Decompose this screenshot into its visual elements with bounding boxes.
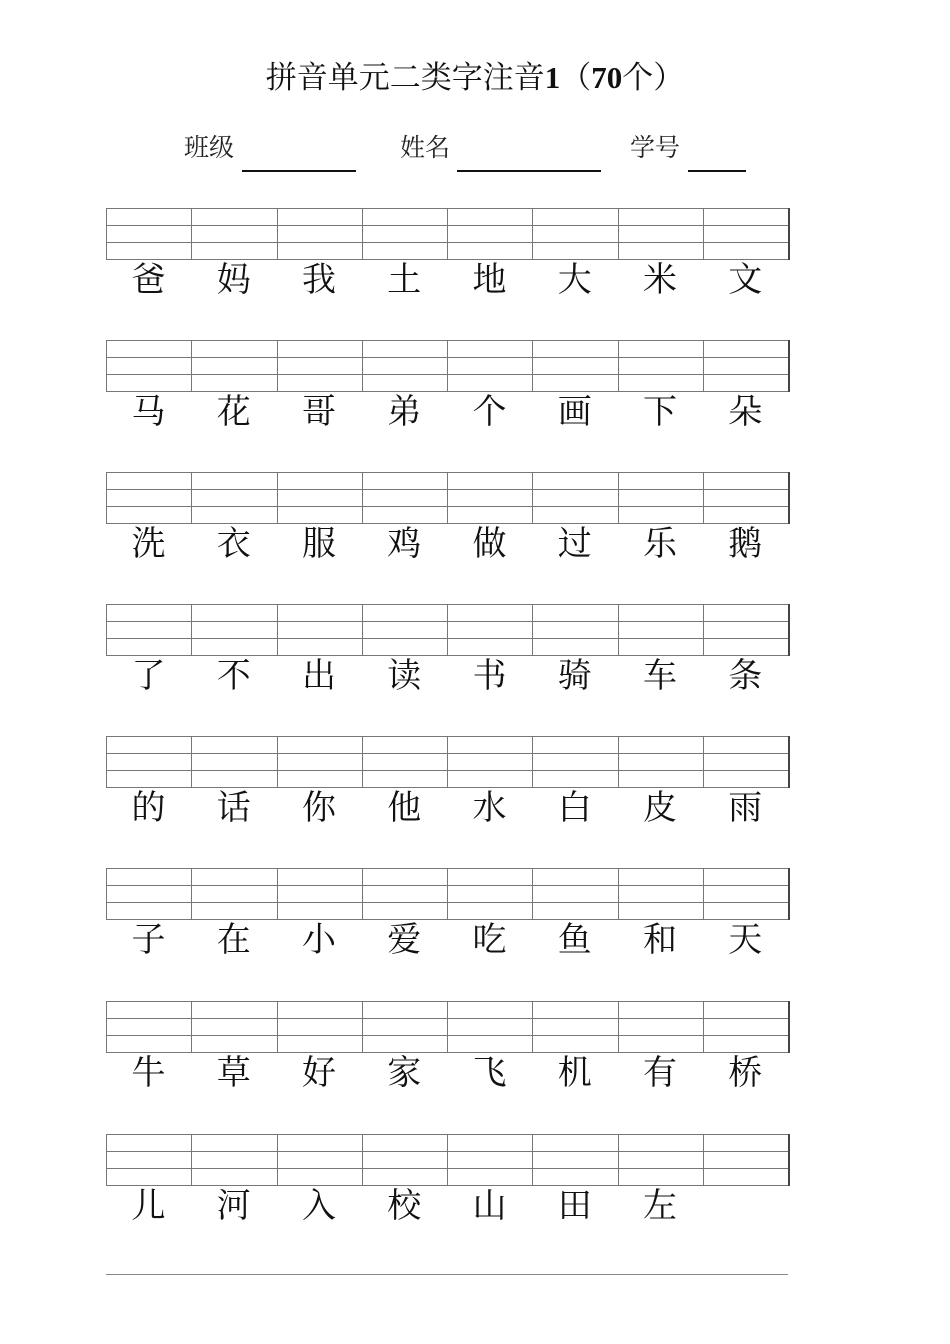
grid-divider [362, 868, 363, 920]
character-row [106, 258, 790, 302]
grid-divider [618, 736, 619, 788]
grid-line [106, 506, 790, 507]
grid-divider [447, 604, 448, 656]
hanzi-character: 读 [387, 656, 422, 696]
grid-line [106, 489, 790, 490]
character-row [106, 1051, 790, 1095]
grid-divider [106, 604, 107, 656]
grid-divider [191, 1134, 192, 1186]
hanzi-character: 乐 [643, 524, 677, 564]
grid-divider [106, 868, 107, 920]
grid-divider [532, 1134, 533, 1186]
grid-divider [703, 208, 704, 260]
hanzi-character: 哥 [302, 392, 336, 432]
pinyin-writing-grid[interactable] [106, 1001, 790, 1053]
grid-divider [532, 868, 533, 920]
grid-divider [191, 868, 192, 920]
hanzi-character: 朵 [728, 392, 763, 432]
grid-divider [788, 868, 790, 920]
grid-divider [362, 1134, 363, 1186]
hanzi-character: 话 [216, 788, 251, 828]
grid-divider [532, 340, 533, 392]
grid-divider [788, 472, 790, 524]
grid-divider [277, 208, 278, 260]
grid-divider [618, 208, 619, 260]
grid-line [106, 753, 790, 754]
hanzi-character: 车 [643, 656, 677, 696]
practice-row [106, 604, 790, 734]
hanzi-character: 桥 [728, 1053, 763, 1093]
grid-divider [703, 472, 704, 524]
grid-line [106, 357, 790, 358]
hanzi-character: 了 [131, 656, 166, 696]
grid-divider [362, 736, 363, 788]
hanzi-character: 河 [216, 1186, 251, 1226]
grid-divider [788, 1001, 790, 1053]
pinyin-writing-grid[interactable] [106, 868, 790, 920]
grid-line [106, 638, 790, 639]
hanzi-character: 在 [216, 920, 251, 960]
grid-divider [191, 340, 192, 392]
hanzi-character: 入 [302, 1186, 336, 1226]
name-field[interactable] [457, 170, 601, 172]
name-label: 姓名 [400, 133, 451, 162]
grid-divider [106, 1001, 107, 1053]
class-label: 班级 [184, 133, 235, 162]
grid-line [106, 736, 790, 737]
hanzi-character: 米 [643, 260, 677, 300]
hanzi-character: 皮 [643, 788, 677, 828]
grid-divider [532, 1001, 533, 1053]
character-row [106, 918, 790, 962]
hanzi-character: 过 [557, 524, 592, 564]
grid-divider [788, 736, 790, 788]
grid-divider [106, 736, 107, 788]
grid-divider [277, 340, 278, 392]
grid-line [106, 242, 790, 243]
hanzi-character: 好 [302, 1053, 336, 1093]
hanzi-character: 服 [302, 524, 336, 564]
grid-line [106, 1151, 790, 1152]
pinyin-writing-grid[interactable] [106, 604, 790, 656]
grid-line [106, 604, 790, 605]
character-row [106, 390, 790, 434]
grid-line [106, 1035, 790, 1036]
hanzi-character: 大 [557, 260, 592, 300]
grid-line [106, 885, 790, 886]
grid-divider [106, 208, 107, 260]
page-title [0, 56, 950, 100]
grid-divider [703, 340, 704, 392]
grid-divider [362, 208, 363, 260]
hanzi-character: 书 [472, 656, 507, 696]
grid-line [106, 374, 790, 375]
grid-divider [106, 340, 107, 392]
hanzi-character: 条 [728, 656, 763, 696]
student-number-label: 学号 [630, 133, 681, 162]
hanzi-character: 文 [728, 260, 763, 300]
practice-row [106, 1001, 790, 1131]
grid-divider [191, 208, 192, 260]
hanzi-character: 衣 [216, 524, 251, 564]
grid-divider [362, 1001, 363, 1053]
hanzi-character: 校 [387, 1186, 422, 1226]
hanzi-character: 鱼 [557, 920, 592, 960]
grid-divider [447, 340, 448, 392]
hanzi-character: 左 [643, 1186, 677, 1226]
hanzi-character: 不 [216, 656, 251, 696]
grid-divider [788, 604, 790, 656]
hanzi-character: 子 [131, 920, 166, 960]
hanzi-character: 有 [643, 1053, 677, 1093]
grid-divider [447, 472, 448, 524]
pinyin-writing-grid[interactable] [106, 472, 790, 524]
grid-line [106, 868, 790, 869]
grid-divider [277, 1134, 278, 1186]
hanzi-character: 草 [216, 1053, 251, 1093]
grid-divider [703, 868, 704, 920]
hanzi-character: 爸 [131, 260, 166, 300]
hanzi-character: 他 [387, 788, 422, 828]
grid-divider [362, 604, 363, 656]
hanzi-character: 鸡 [387, 524, 422, 564]
grid-line [106, 1168, 790, 1169]
practice-row [106, 208, 790, 338]
grid-divider [447, 868, 448, 920]
hanzi-character: 妈 [216, 260, 251, 300]
grid-divider [703, 604, 704, 656]
title-unit: 个） [622, 60, 685, 96]
bottom-divider [106, 1274, 788, 1275]
grid-line [106, 621, 790, 622]
practice-row [106, 472, 790, 602]
grid-divider [788, 1134, 790, 1186]
hanzi-character: 爱 [387, 920, 422, 960]
grid-divider [447, 1001, 448, 1053]
pinyin-writing-grid[interactable] [106, 736, 790, 788]
grid-divider [191, 1001, 192, 1053]
grid-line [106, 472, 790, 473]
grid-divider [106, 472, 107, 524]
grid-divider [277, 736, 278, 788]
grid-divider [362, 340, 363, 392]
title-paren-open: （ [560, 60, 592, 96]
hanzi-character: 飞 [472, 1053, 507, 1093]
hanzi-character: 雨 [728, 788, 763, 828]
grid-divider [703, 1134, 704, 1186]
grid-divider [447, 736, 448, 788]
hanzi-character: 田 [557, 1186, 592, 1226]
hanzi-character: 出 [302, 656, 336, 696]
hanzi-character: 骑 [557, 656, 592, 696]
hanzi-character: 水 [472, 788, 507, 828]
character-row [106, 654, 790, 698]
hanzi-character: 我 [302, 260, 336, 300]
grid-divider [191, 472, 192, 524]
grid-divider [532, 736, 533, 788]
grid-divider [703, 1001, 704, 1053]
grid-line [106, 1018, 790, 1019]
hanzi-character: 土 [387, 260, 422, 300]
hanzi-character: 家 [387, 1053, 422, 1093]
grid-divider [191, 604, 192, 656]
character-row [106, 522, 790, 566]
hanzi-character: 儿 [131, 1186, 166, 1226]
practice-row [106, 736, 790, 866]
hanzi-character: 吃 [472, 920, 507, 960]
practice-row [106, 868, 790, 998]
character-row [106, 1184, 790, 1228]
grid-divider [703, 736, 704, 788]
title-number: 1 [544, 60, 561, 95]
grid-divider [106, 1134, 107, 1186]
grid-divider [618, 604, 619, 656]
grid-line [106, 208, 790, 209]
grid-divider [277, 472, 278, 524]
hanzi-character: 鹅 [728, 524, 763, 564]
grid-divider [277, 1001, 278, 1053]
hanzi-character: 山 [472, 1186, 507, 1226]
grid-divider [447, 1134, 448, 1186]
pinyin-writing-grid[interactable] [106, 1134, 790, 1186]
hanzi-character: 花 [216, 392, 251, 432]
practice-row [106, 1134, 790, 1264]
character-row [106, 786, 790, 830]
hanzi-character: 地 [472, 260, 507, 300]
hanzi-character: 牛 [131, 1053, 166, 1093]
grid-divider [618, 868, 619, 920]
hanzi-character: 白 [557, 788, 592, 828]
hanzi-character: 个 [472, 392, 507, 432]
hanzi-character: 洗 [131, 524, 166, 564]
grid-divider [277, 868, 278, 920]
hanzi-character: 天 [728, 920, 763, 960]
class-field[interactable] [242, 170, 356, 172]
grid-divider [788, 340, 790, 392]
grid-line [106, 902, 790, 903]
grid-divider [277, 604, 278, 656]
hanzi-character: 和 [643, 920, 677, 960]
title-count: 70 [591, 60, 623, 95]
grid-divider [618, 340, 619, 392]
hanzi-character: 机 [557, 1053, 592, 1093]
practice-row [106, 340, 790, 470]
grid-divider [532, 208, 533, 260]
hanzi-character: 做 [472, 524, 507, 564]
grid-divider [447, 208, 448, 260]
hanzi-character: 下 [643, 392, 677, 432]
grid-line [106, 1134, 790, 1135]
grid-divider [532, 472, 533, 524]
title-text: 拼音单元二类字注音 [265, 60, 545, 96]
grid-divider [618, 1001, 619, 1053]
pinyin-writing-grid[interactable] [106, 340, 790, 392]
grid-line [106, 770, 790, 771]
hanzi-character: 画 [557, 392, 592, 432]
hanzi-character: 马 [131, 392, 166, 432]
hanzi-character: 弟 [387, 392, 422, 432]
grid-divider [362, 472, 363, 524]
grid-divider [532, 604, 533, 656]
student-number-field[interactable] [688, 170, 746, 172]
grid-line [106, 225, 790, 226]
hanzi-character: 你 [302, 788, 336, 828]
grid-line [106, 1001, 790, 1002]
hanzi-character: 小 [302, 920, 336, 960]
grid-divider [618, 472, 619, 524]
pinyin-writing-grid[interactable] [106, 208, 790, 260]
grid-divider [788, 208, 790, 260]
grid-divider [191, 736, 192, 788]
grid-divider [618, 1134, 619, 1186]
hanzi-character: 的 [131, 788, 166, 828]
grid-line [106, 340, 790, 341]
